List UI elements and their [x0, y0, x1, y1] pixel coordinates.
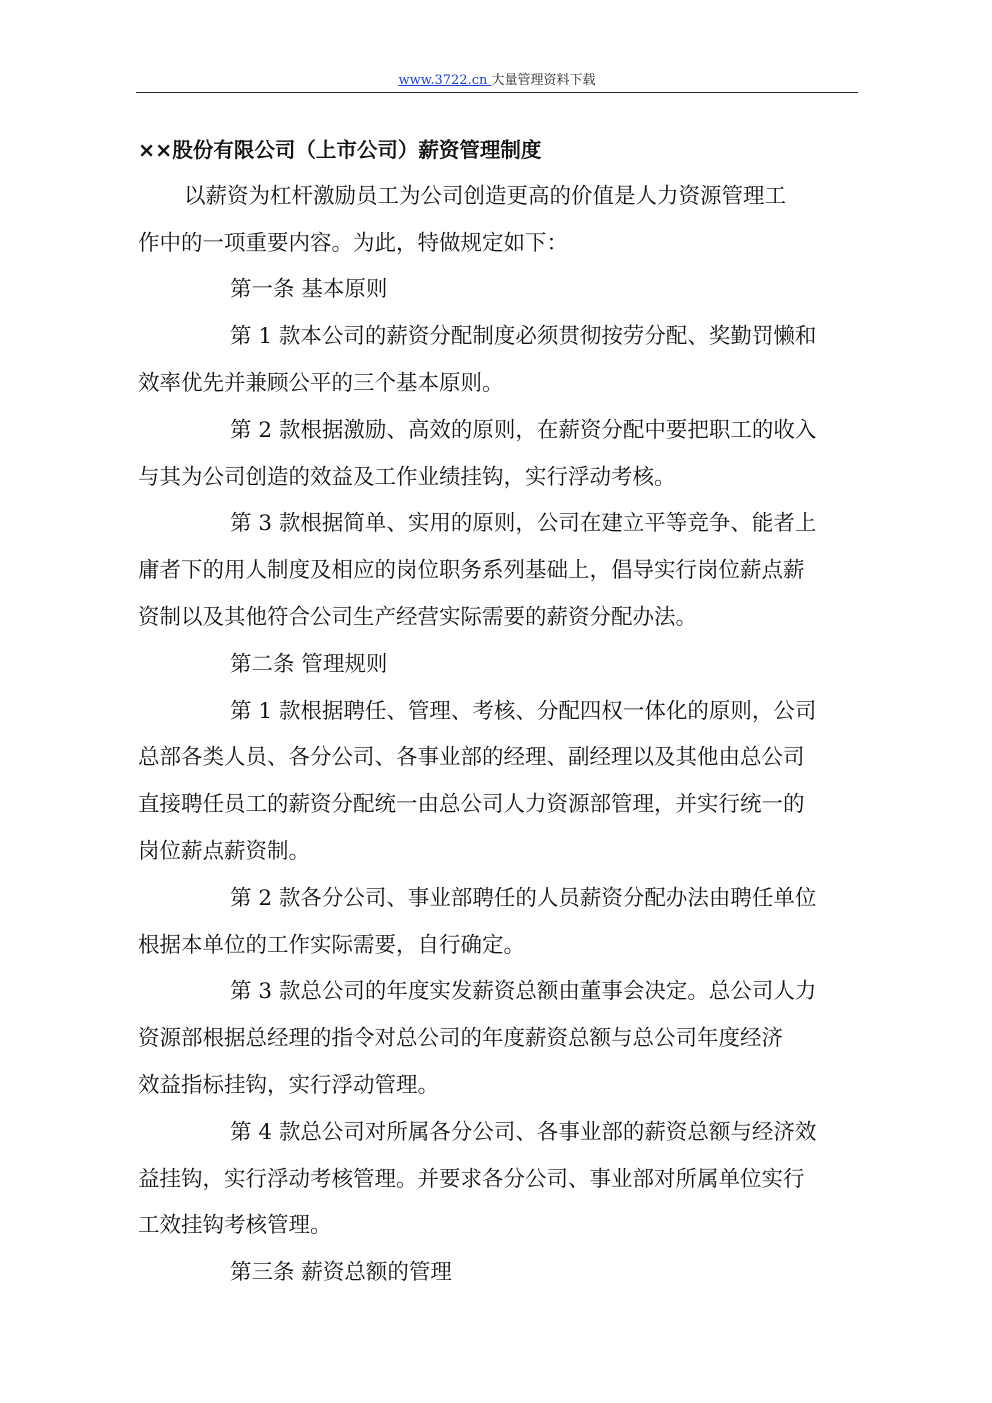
paragraph-line: 以薪资为杠杆激励员工为公司创造更高的价值是人力资源管理工	[184, 183, 787, 209]
paragraph-line: 总部各类人员、各分公司、各事业部的经理、副经理以及其他由总公司	[138, 745, 805, 771]
paragraph-line: 岗位薪点薪资制。	[138, 838, 311, 864]
header-tagline: 大量管理资料下载	[491, 73, 596, 88]
article-heading: 第三条 薪资总额的管理	[230, 1260, 452, 1286]
article-heading: 第一条 基本原则	[230, 277, 388, 303]
paragraph-line: 第 1 款根据聘任、管理、考核、分配四权一体化的原则，公司	[230, 698, 817, 724]
paragraph-line: 第 2 款各分公司、事业部聘任的人员薪资分配办法由聘任单位	[230, 885, 817, 911]
paragraph-line: 工效挂钩考核管理。	[138, 1213, 332, 1239]
paragraph-line: 直接聘任员工的薪资分配统一由总公司人力资源部管理，并实行统一的	[138, 792, 805, 818]
document-body	[138, 127, 858, 1297]
document-title: ××股份有限公司（上市公司）薪资管理制度	[138, 138, 542, 162]
paragraph-line: 第 4 款总公司对所属各分公司、各事业部的薪资总额与经济效	[230, 1119, 817, 1145]
paragraph-line: 资制以及其他符合公司生产经营实际需要的薪资分配办法。	[138, 604, 698, 630]
paragraph-line: 第 2 款根据激励、高效的原则，在薪资分配中要把职工的收入	[230, 417, 817, 443]
paragraph-line: 第 3 款根据简单、实用的原则，公司在建立平等竞争、能者上	[230, 511, 817, 537]
paragraph-line: 根据本单位的工作实际需要，自行确定。	[138, 932, 526, 958]
paragraph-line: 第 3 款总公司的年度实发薪资总额由董事会决定。总公司人力	[230, 979, 817, 1005]
paragraph-line: 庸者下的用人制度及相应的岗位职务系列基础上，倡导实行岗位薪点薪	[138, 558, 805, 584]
page-header	[136, 73, 858, 89]
paragraph-line: 与其为公司创造的效益及工作业绩挂钩，实行浮动考核。	[138, 464, 676, 490]
paragraph-line: 第 1 款本公司的薪资分配制度必须贯彻按劳分配、奖勤罚懒和	[230, 324, 817, 350]
header-link[interactable]: www.3722.cn	[398, 73, 492, 88]
paragraph-line: 益挂钩，实行浮动考核管理。并要求各分公司、事业部对所属单位实行	[138, 1166, 805, 1192]
paragraph-line: 资源部根据总经理的指令对总公司的年度薪资总额与总公司年度经济	[138, 1026, 784, 1052]
paragraph-line: 作中的一项重要内容。为此，特做规定如下：	[138, 230, 569, 256]
paragraph-line: 效益指标挂钩，实行浮动管理。	[138, 1072, 440, 1098]
paragraph-line: 效率优先并兼顾公平的三个基本原则。	[138, 370, 504, 396]
article-heading: 第二条 管理规则	[230, 651, 388, 677]
header-divider	[136, 92, 858, 93]
